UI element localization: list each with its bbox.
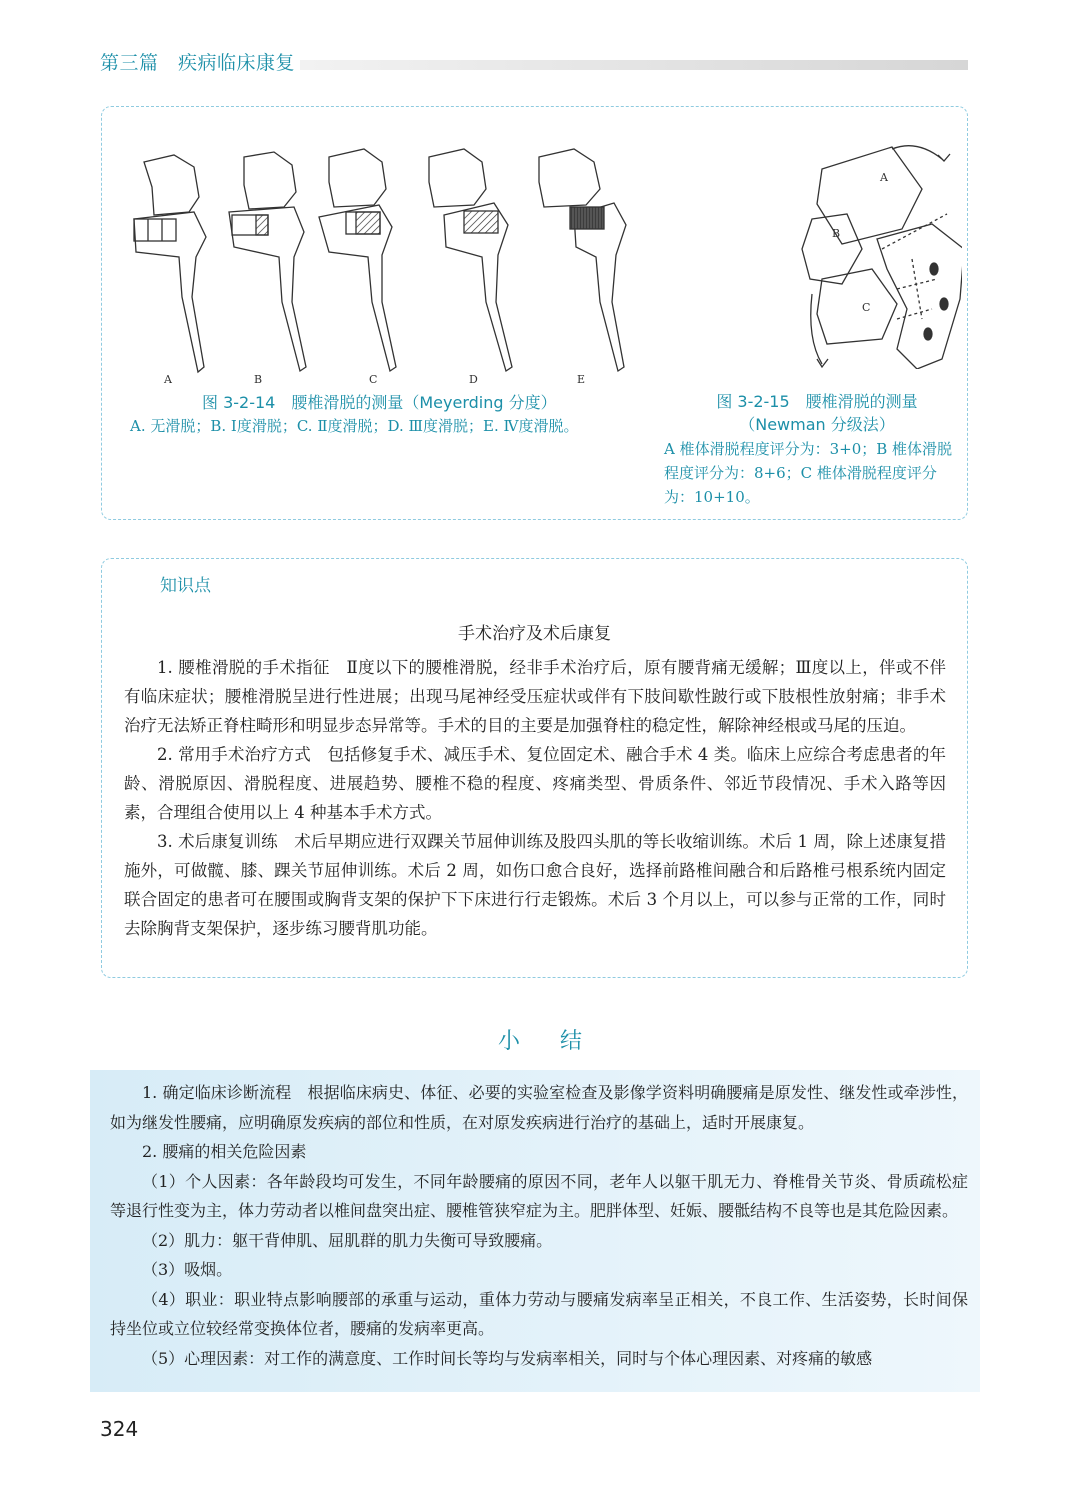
summary-paragraph: （1）个人因素：各年龄段均可发生，不同年龄腰痛的原因不同，老年人以躯干肌无力、脊椎骨关节炎、骨质疏松症等退行性变为主，体力劳动者以椎间盘突出症、腰椎管狭窄症为主。肥胖体型、妊娠、腰骶结构不良等也是其危险因素。 [110,1171,968,1220]
summary-paragraph: 1. 确定临床诊断流程 根据临床病史、体征、必要的实验室检查及影像学资料明确腰痛是原发性、继发性或牵涉性，如为继发性腰痛，应明确原发疾病的部位和性质，在对原发疾病进行治疗的基础上，适时开展康复。 [110,1083,968,1132]
fig14-label-a: A [164,373,172,386]
knowledge-title: 手术治疗及术后康复 [458,624,611,644]
figure-3-2-15-title [702,390,932,436]
summary-paragraph: 2. 腰痛的相关危险因素 [142,1142,307,1161]
summary-paragraph: （4）职业：职业特点影响腰部的承重与运动，重体力劳动与腰痛发病率呈正相关，不良工作、生活姿势，长时间保持坐位或立位较经常变换体位者，腰痛的发病率更高。 [110,1289,968,1338]
knowledge-body [124,653,946,943]
chapter-header: 第三篇 疾病临床康复 [100,52,296,74]
fig15-label-b: B [832,227,841,240]
figure-3-2-15-image [702,119,962,369]
summary-body [110,1078,968,1373]
knowledge-box [101,558,968,978]
figure-box [101,106,968,520]
knowledge-paragraph: 3. 术后康复训练 术后早期应进行双踝关节屈伸训练及股四头肌的等长收缩训练。术后 1 周，除上述康复措施外，可做髋、膝、踝关节屈伸训练。术后 2 周，如伤口愈合良好，选择前路椎间融合和后路椎弓根系统内固定联合固定的患者可在腰围或胸背支架的保护下下床进行行走锻炼。术后 3 个月以上，可以参与正常的工作，同时去除胸背支架保护，逐步练习腰背肌功能。 [124,832,946,938]
summary-paragraph: （5）心理因素：对工作的满意度、工作时间长等均与发病率相关，同时与个体心理因素、对疼痛的敏感 [142,1348,873,1368]
fig15-label-a: A [880,171,888,184]
figure-3-2-15-title-line1: 图 3-2-15 腰椎滑脱的测量 [716,392,918,411]
figure-3-2-15-title-line2: （Newman 分级法） [739,415,895,434]
fig15-label-c: C [862,301,871,314]
summary-title: 小结 [497,1029,622,1054]
page-number: 324 [100,1417,139,1441]
figure-3-2-14-title: 图 3-2-14 腰椎滑脱的测量（Meyerding 分度） [202,393,557,412]
summary-paragraph: （3）吸烟。 [142,1260,233,1279]
figure-3-2-15-caption: A 椎体滑脱程度评分为：3+0；B 椎体滑脱程度评分为：8+6；C 椎体滑脱程度评分为：10+10。 [664,440,953,506]
figure-3-2-14-caption: A. 无滑脱；B. Ⅰ度滑脱；C. Ⅱ度滑脱；D. Ⅲ度滑脱；E. Ⅳ度滑脱。 [130,417,579,435]
knowledge-paragraph: 1. 腰椎滑脱的手术指征 Ⅱ度以下的腰椎滑脱，经非手术治疗后，原有腰背痛无缓解；Ⅲ度以上，伴或不伴有临床症状；腰椎滑脱呈进行性进展；出现马尾神经受压症状或伴有下肢间歇性跛行或下肢根性放射痛；非手术治疗无法矫正脊柱畸形和明显步态异常等。手术的目的主要是加强脊柱的稳定性，解除神经根或马尾的压迫。 [124,658,946,735]
fig14-label-e: E [577,373,586,386]
header-bar [300,60,968,70]
fig14-label-b: B [254,373,263,386]
knowledge-paragraph: 2. 常用手术治疗方式 包括修复手术、减压手术、复位固定术、融合手术 4 类。临床上应综合考虑患者的年龄、滑脱原因、滑脱程度、进展趋势、腰椎不稳的程度、疼痛类型、骨质条件、邻近节段情况、手术入路等因素，合理组合使用以上 4 种基本手术方式。 [124,745,946,822]
summary-paragraph: （2）肌力：躯干背伸肌、屈肌群的肌力失衡可导致腰痛。 [142,1230,553,1250]
figure-3-2-14-image [124,127,644,387]
fig14-label-d: D [469,373,478,386]
fig14-label-c: C [369,373,378,386]
knowledge-label: 知识点 [160,576,211,596]
